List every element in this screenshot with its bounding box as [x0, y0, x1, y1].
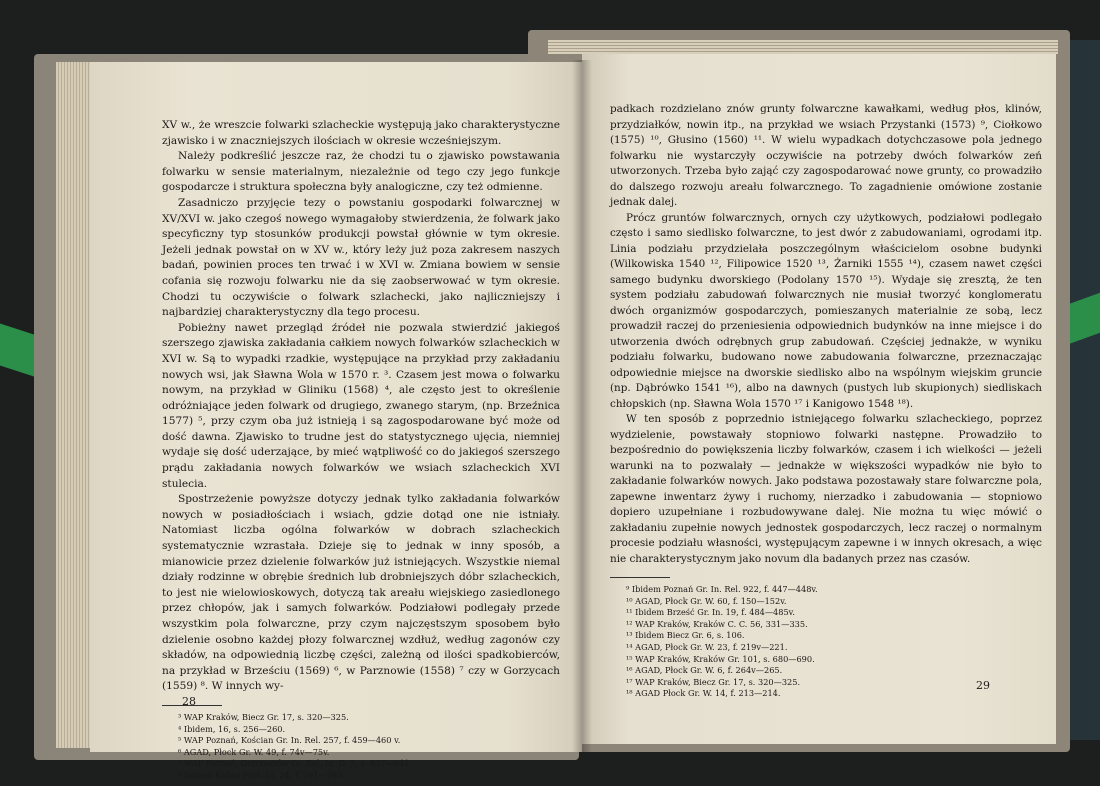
footnote: ¹⁴ AGAD, Płock Gr. W. 23, f. 219v—221.	[626, 641, 788, 652]
left-body-text	[162, 118, 560, 695]
footnote: ¹⁶ AGAD, Płock Gr. W. 6, f. 264v—265.	[626, 665, 783, 676]
paragraph: Należy podkreślić jeszcze raz, że chodzi tu o zjawisko powstawania folwarku w sensie materialnym, niezależnie od tego czy jego funkcje gospodarcze i struktura społeczna były analogiczne, czy też odmienne.	[162, 150, 560, 194]
paragraph: Pobieżny nawet przegląd źródeł nie pozwala stwierdzić jakiegoś szerszego zjawiska zakładania całkiem nowych folwarków szlacheckich w XVI w. Są to wypadki rzadkie, występujące na przykład przy zakładaniu nowych wsi, jak Sławna Wola w 1570 r. ³. Czasem jest mowa o folwarku nowym, na przykład w Gliniku (1568) ⁴, ale często jest to określenie odróżniające jeden folwark od drugiego, zwanego starym, (np. Brzeźnica 1577) ⁵, przy czym oba już istnieją i są zagospodarowane być może od dość dawna. Zjawisko to trudne jest do statystycznego ujęcia, niemniej wydaje się dość uderzające, by mieć wątpliwość co do jakiegoś szerszego prądu zakładania nowych folwarków we wsiach szlacheckich XVI stulecia.	[162, 321, 560, 490]
paragraph: padkach rozdzielano znów grunty folwarczne kawałkami, według płos, klinów, przydziałków, nowin itp., na przykład we wsiach Przystanki (1573) ⁹, Ciołkowo (1575) ¹⁰, Głusino (1560) ¹¹. W wielu wypadkach dotychczasowe pola jednego folwarku nie wystarczyły oczywiście na potrzeby dwóch folwarków zeń utworzonych. Trzeba było zająć czy zagospodarować nowe grunty, co prowadziło do dalszego rozwoju areału folwarcznego. To zagadnienie omówione zostanie jednak dalej.	[610, 103, 1042, 208]
paragraph: Prócz gruntów folwarcznych, ornych czy użytkowych, podziałowi podlegało często i samo siedlisko folwarczne, to jest dwór z zabudowaniami, ogrodami itp. Linia podziału przydzielała poszczególnym właścicielom osobne budynki (Wilkowiska 1540 ¹², Filipowice 1520 ¹³, Żarniki 1555 ¹⁴), czasem nawet części samego budynku dworskiego (Podolany 1570 ¹⁵). Wydaje się zresztą, że ten system podziału zabudowań folwarcznych nie musiał tworzyć konglomeratu dwóch organizmów gospodarczych, pomieszanych materialnie ze sobą, lecz prowadził raczej do przeniesienia odpowiednich budynków na inne miejsce i do utworzenia dwóch odrębnych grup zabudowań. Częściej jednakże, w wyniku podziału folwarku, budowano nowe zabudowania folwarczne, przeznaczając odpowiednie miejsce na dworskie siedlisko albo na wspólnym wiejskim gruncie (np. Dąbrówko 1541 ¹⁶), albo na dawnych (pustych lub skupionych) siedliskach chłopskich (np. Sławna Wola 1570 ¹⁷ i Kanigowo 1548 ¹⁸).	[610, 211, 1042, 410]
paragraph: Spostrzeżenie powyższe dotyczy jednak tylko zakładania folwarków nowych w posiadłościach i wsiach, gdzie dotąd one nie istniały. Natomiast liczba ogólna folwarków w dobrach szlacheckich systematycznie wzrastała. Dzieje się to jednak w inny sposób, a mianowicie przez dzielenie folwarków już istniejących. Wszystkie niemal działy rodzinne w obrębie średnich lub drobniejszych dóbr szlacheckich, to jest nie wielowioskowych, dotyczą tak areału wiejskiego zasiedlonego przez chłopów, jak i samych folwarków. Podziałowi podlegały przede wszystkim pola folwarczne, przy czym najczęstszym sposobem było dzielenie osobno każdej płozy folwarcznej wzdłuż, według zagonów czy składów, na odpowiednią liczbę części, zależną od ilości spadkobierców, na przykład w Brześciu (1569) ⁶, w Parznowie (1558) ⁷ czy w Gorzycach (1559) ⁸. W innych wy-	[162, 493, 560, 693]
footnote: ¹⁰ AGAD, Płock Gr. W. 60, f. 150—152v.	[626, 595, 787, 606]
footnote: ¹⁷ WAP Kraków, Biecz Gr. 17, s. 320—325.	[626, 676, 801, 687]
footnote: ¹⁵ WAP Kraków, Kraków Gr. 101, s. 680—690.	[626, 653, 815, 664]
footnote: ⁶ AGAD, Płock Gr. W. 49, f. 74v—75v.	[178, 746, 330, 757]
paragraph: Zasadniczo przyjęcie tezy o powstaniu gospodarki folwarcznej w XV/XVI w. jako czegoś nowego wymagałoby stwierdzenia, że folwark jako specyficzny typ stosunków produkcji powstał głównie w tym okresie. Jeżeli jednak powstał on w XV w., który leży już poza zakresem naszych badań, powinien proces ten trwać i w XVI w. Zmiana bowiem w sensie cofania się rozwoju folwarku nie da się zaobserwować w tym okresie. Chodzi tu oczywiście o folwark szlachecki, jako najliczniejszy i najbardziej charakterystyczny dla tego procesu.	[162, 196, 560, 319]
footnote: ¹¹ Ibidem Brześć Gr. In. 19, f. 484—485v.	[626, 607, 795, 618]
left-footnotes	[162, 712, 560, 782]
right-body-text	[610, 102, 1042, 567]
footnote: ¹² WAP Kraków, Kraków C. C. 56, 331—335.	[626, 618, 808, 629]
page-number-right: 29	[976, 679, 990, 692]
footnote: ⁵ WAP Poznań, Kościan Gr. In. Rel. 257, f. 459—460 v.	[178, 735, 401, 746]
footnote: ³ WAP Kraków, Biecz Gr. 17, s. 320—325.	[178, 711, 349, 722]
footnote: ¹³ Ibidem Biecz Gr. 6, s. 106.	[626, 630, 745, 641]
right-page	[582, 54, 1056, 744]
paragraph: W ten sposób z poprzednio istniejącego folwarku szlacheckiego, poprzez wydzielenie, powstawały stopniowo folwarki następne. Prowadziło to bezpośrednio do powiększenia liczby folwarków, czasem i ich wielkości — jeżeli warunki na to pozwalały — jednakże w większości wypadków nie było to zakładanie folwarków nowych. Jako podstawa pozostawały stare folwarczne pola, zapewne inwentarz żywy i ruchomy, nierzadko i zabudowania — stopniowo dopiero uzupełniane i rozbudowywane dalej. Nie można tu więc mówić o zakładaniu zupełnie nowych jednostek gospodarczych, lecz raczej o normalnym procesie podziału własności, występującym zapewne i w innych okresach, a więc nie charakterystycznym jako novum dla badanych przez nas czasów.	[610, 413, 1042, 565]
page-edges-top	[548, 40, 1058, 54]
left-page	[90, 62, 582, 780]
footnote: ⁷ WAP Poznań, Ostrzeszów Gr. Rel. In. D. 5, s. 637—641.	[178, 758, 412, 769]
footnote-rule	[610, 577, 670, 578]
paragraph: XV w., że wreszcie folwarki szlacheckie występują jako charakterystyczne zjawisko i w znaczniejszych ilościach w okresie wcześniejszym.	[162, 119, 560, 147]
footnote: ¹⁸ AGAD Płock Gr. W. 14, f. 213—214.	[626, 688, 781, 699]
footnote: ⁹ Ibidem Poznań Gr. In. Rel. 922, f. 447—448v.	[626, 584, 818, 594]
footnote: ⁴ Ibidem, 16, s. 256—260.	[178, 723, 286, 734]
page-number-left: 28	[182, 695, 196, 708]
footnote: ⁸ Ibidem Kalisz Prot. In. 24, f. 291—293.	[178, 769, 345, 780]
book-gutter	[572, 60, 592, 752]
